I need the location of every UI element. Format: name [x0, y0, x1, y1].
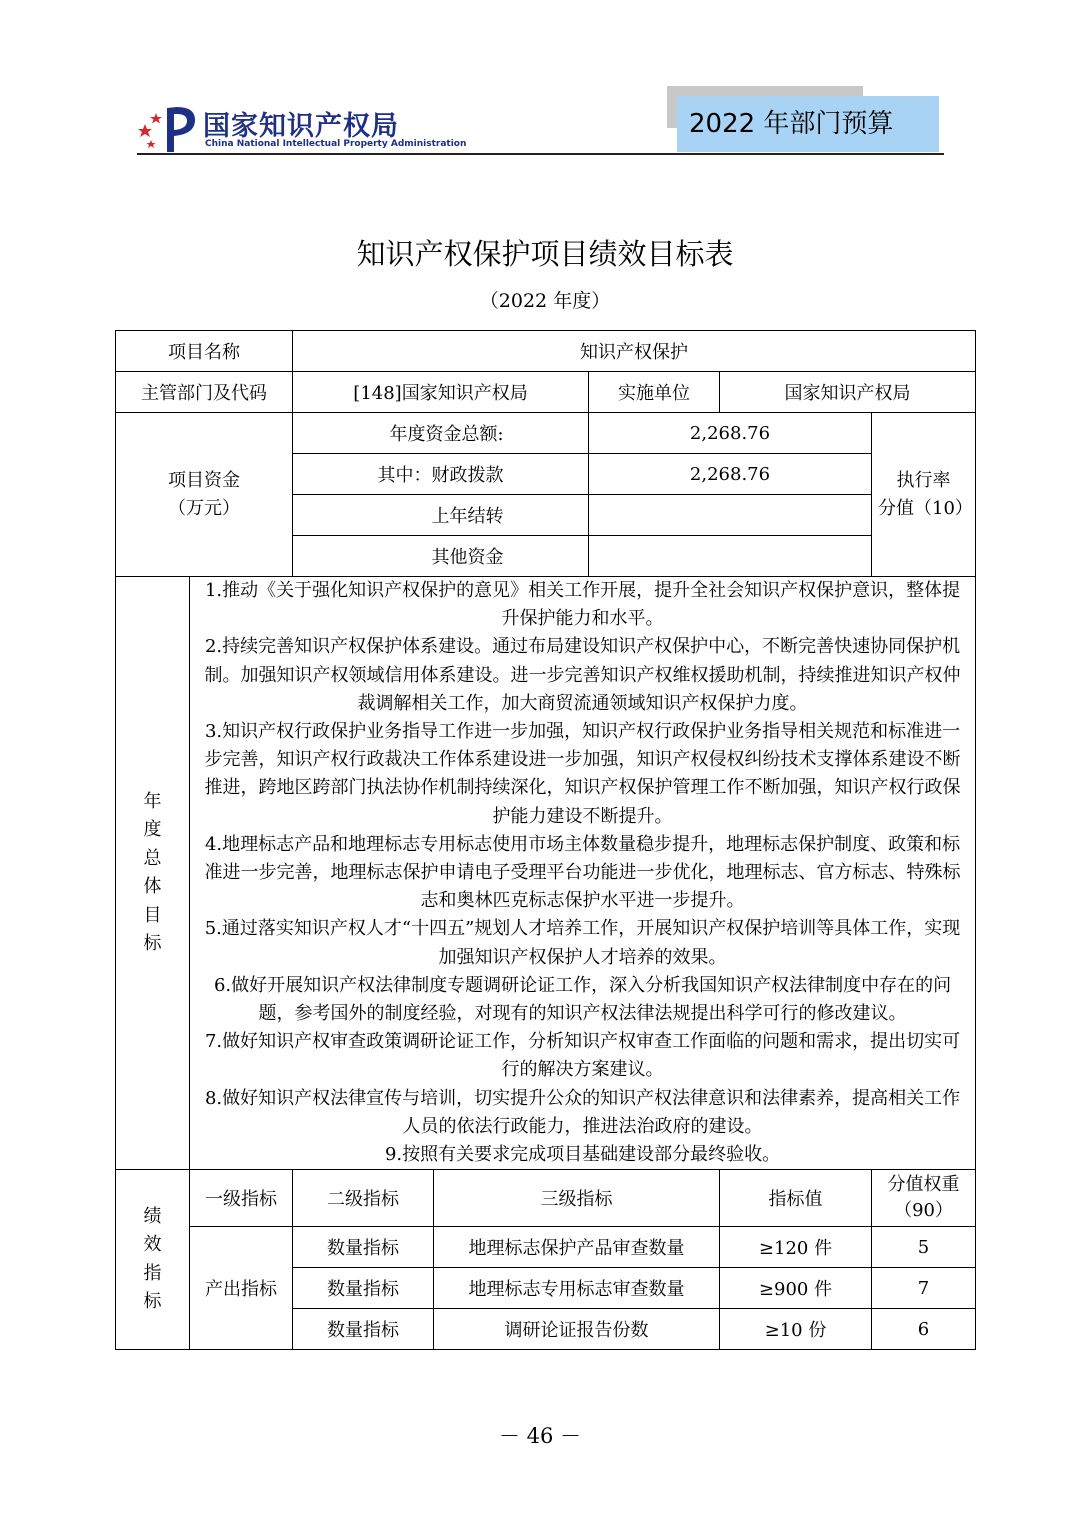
cnipa-logo [137, 102, 467, 154]
fund-carry-label: 上年结转 [293, 495, 589, 536]
goal-item: 6.做好开展知识产权法律制度专题调研论证工作，深入分析我国知识产权法律制度中存在的问题，参考国外的制度经验，对现有的知识产权法律法规提出科学可行的修改建议。 [213, 974, 952, 1025]
goal-item: 7.做好知识产权审查政策调研论证工作，分析知识产权审查工作面临的问题和需求，提出切实可行的解决方案建议。 [204, 1031, 961, 1081]
row-level2: 数量指标 [293, 1309, 434, 1350]
header-level1: 一级指标 [190, 1170, 293, 1227]
table-row [116, 577, 976, 1170]
table-row [116, 331, 976, 372]
impl-label: 实施单位 [589, 372, 720, 413]
goal-item: 3.知识产权行政保护业务指导工作进一步加强，知识产权行政保护业务指导相关规范和标准进一步完善，知识产权行政裁决工作体系建设进一步加强，知识产权侵权纠纷技术支撑体系建设不断推进，跨地区跨部门执法协作机制持续深化，知识产权保护管理工作不断加强，知识产权行政保护能力建设不断提升。 [204, 721, 961, 827]
fund-label: 项目资金 [168, 469, 240, 491]
header-level2: 二级指标 [293, 1170, 434, 1227]
row-value: ≥10 份 [720, 1309, 872, 1350]
fund-label-cell [116, 413, 293, 577]
table-row [116, 1170, 976, 1227]
exec-rate-score-label: 分值（10） [878, 497, 973, 519]
annual-goal-label: 年 度 总 体 目 标 [116, 577, 190, 1170]
annual-goals [190, 577, 976, 1170]
dept-value: [148]国家知识产权局 [293, 372, 589, 413]
fund-other-label: 其他资金 [293, 536, 589, 577]
logo-cn-text: 国家知识产权局 [203, 111, 399, 142]
document-subtitle: （2022 年度） [479, 290, 611, 312]
fund-total-label: 年度资金总额: [293, 413, 589, 454]
performance-indicator-label: 绩 效 指 标 [116, 1170, 190, 1350]
dept-label: 主管部门及代码 [116, 372, 293, 413]
header-divider [137, 153, 944, 155]
goal-item: 9.按照有关要求完成项目基础建设部分最终验收。 [384, 1144, 781, 1166]
row-value: ≥120 件 [720, 1227, 872, 1268]
fund-fiscal-label: 其中：财政拨款 [293, 454, 589, 495]
row-weight: 5 [872, 1227, 976, 1268]
page-header [0, 0, 1080, 170]
exec-rate-label: 执行率 [896, 469, 951, 491]
header-level3: 三级指标 [434, 1170, 720, 1227]
impl-value: 国家知识产权局 [720, 372, 976, 413]
output-indicator-label: 产出指标 [190, 1227, 293, 1350]
project-name-label: 项目名称 [116, 331, 293, 372]
goal-item: 5.通过落实知识产权人才“十四五”规划人才培养工作，开展知识产权保护培训等具体工作，实现加强知识产权保护人才培养的效果。 [204, 918, 961, 968]
fund-unit-label: （万元） [168, 497, 240, 519]
fund-total-value: 2,268.76 [589, 413, 872, 454]
row-weight: 6 [872, 1309, 976, 1350]
header-weight: 分值权重 （90） [872, 1170, 976, 1227]
table-row [116, 413, 976, 454]
fund-carry-value [589, 495, 872, 536]
goal-item: 2.持续完善知识产权保护体系建设。通过布局建设知识产权保护中心，不断完善快速协同保护机制。加强知识产权领域信用体系建设。进一步完善知识产权维权援助机制，持续推进知识产权仲裁调解相关工作，加大商贸流通领域知识产权保护力度。 [204, 636, 961, 714]
project-name-value: 知识产权保护 [293, 331, 976, 372]
logo-en-text: China National Intellectual Property Administration [205, 139, 467, 149]
row-level3: 地理标志专用标志审查数量 [434, 1268, 720, 1309]
row-level3: 地理标志保护产品审查数量 [434, 1227, 720, 1268]
fund-other-value [589, 536, 872, 577]
table-row [116, 1227, 976, 1268]
goal-item: 1.推动《关于强化知识产权保护的意见》相关工作开展，提升全社会知识产权保护意识，整体提升保护能力和水平。 [204, 580, 961, 630]
header-value: 指标值 [720, 1170, 872, 1227]
row-level3: 调研论证报告份数 [434, 1309, 720, 1350]
page-number: － 46 － [498, 1424, 582, 1448]
row-level2: 数量指标 [293, 1227, 434, 1268]
budget-year-tag: 2022 年部门预算 [677, 96, 939, 152]
row-weight: 7 [872, 1268, 976, 1309]
row-value: ≥900 件 [720, 1268, 872, 1309]
cnipa-emblem-icon [137, 102, 199, 154]
table-row [116, 372, 976, 413]
exec-rate-cell [872, 413, 976, 577]
fund-fiscal-value: 2,268.76 [589, 454, 872, 495]
goal-item: 8.做好知识产权法律宣传与培训，切实提升公众的知识产权法律意识和法律素养，提高相关工作人员的依法行政能力，推进法治政府的建设。 [204, 1087, 961, 1137]
goal-item: 4.地理标志产品和地理标志专用标志使用市场主体数量稳步提升，地理标志保护制度、政策和标准进一步完善，地理标志保护申请电子受理平台功能进一步优化，地理标志、官方标志、特殊标志和奥林匹克标志保护水平进一步提升。 [204, 833, 961, 912]
row-level2: 数量指标 [293, 1268, 434, 1309]
document-title: 知识产权保护项目绩效目标表 [356, 237, 734, 271]
performance-target-table [115, 330, 976, 1350]
